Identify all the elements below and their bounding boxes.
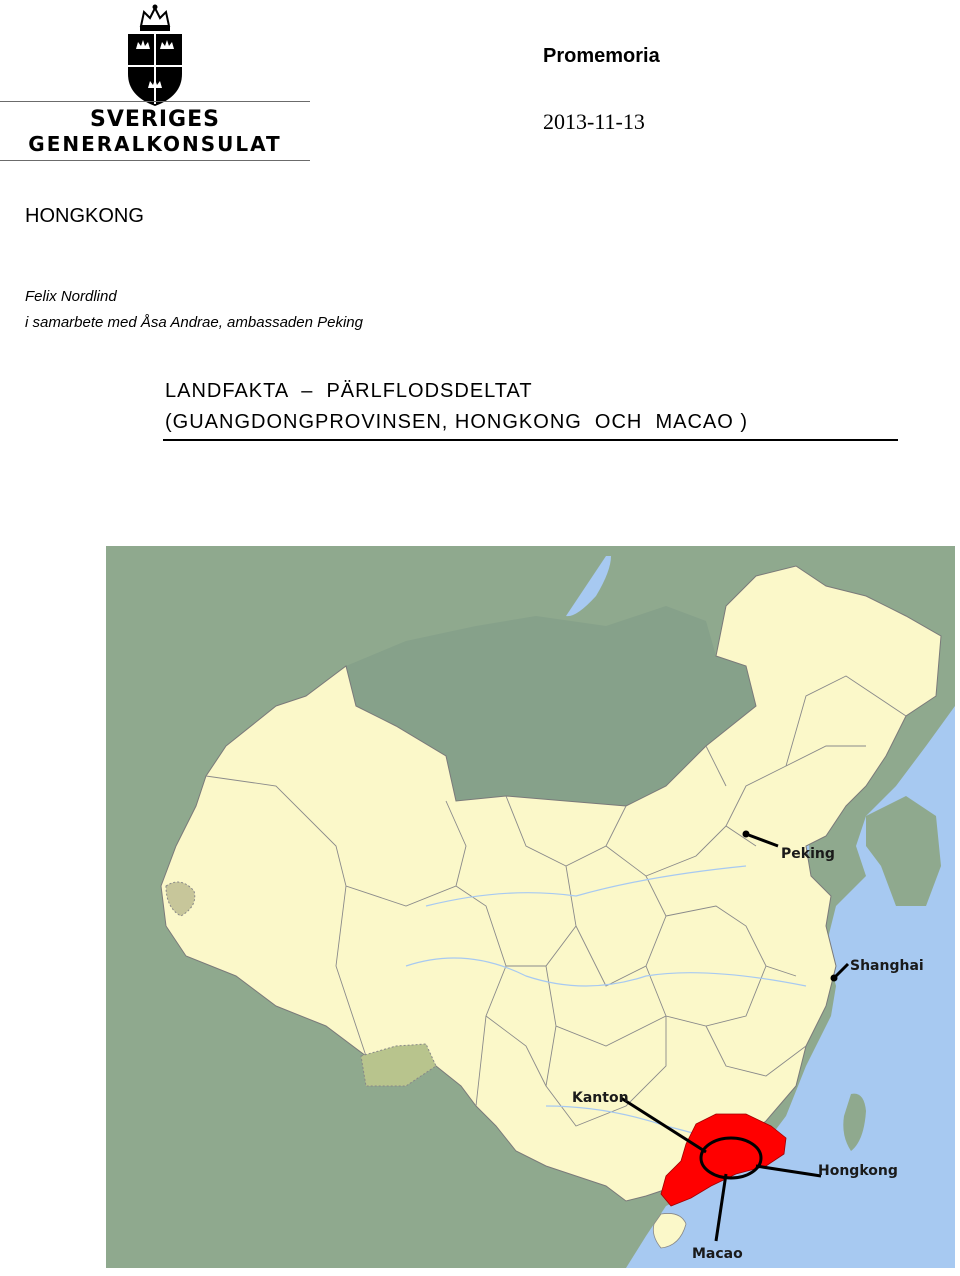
china-map [106,546,955,1268]
crest-icon [124,4,186,108]
label-macao: Macao [692,1246,743,1262]
location-heading: HONGKONG [25,205,144,227]
document-title-line1: LANDFAKTA – PÄRLFLODSDELTAT [165,380,533,402]
label-shanghai: Shanghai [850,958,924,974]
document-type: Promemoria [543,45,660,67]
document-date: 2013-11-13 [543,109,645,134]
title-underline [163,439,898,441]
author-collaboration: i samarbete med Åsa Andrae, ambassaden Peking [25,314,363,331]
logo-bottom-rule [0,160,310,161]
label-kanton: Kanton [572,1090,629,1106]
label-peking: Peking [781,846,835,862]
logo-text-sveriges: SVERIGES [90,107,220,132]
logo-top-rule [0,101,310,102]
document-title-line2: (GUANGDONGPROVINSEN, HONGKONG OCH MACAO ) [165,411,749,433]
logo-text-generalkonsulat: GENERALKONSULAT [28,132,282,156]
author-name: Felix Nordlind [25,288,117,305]
label-hongkong: Hongkong [818,1163,898,1179]
